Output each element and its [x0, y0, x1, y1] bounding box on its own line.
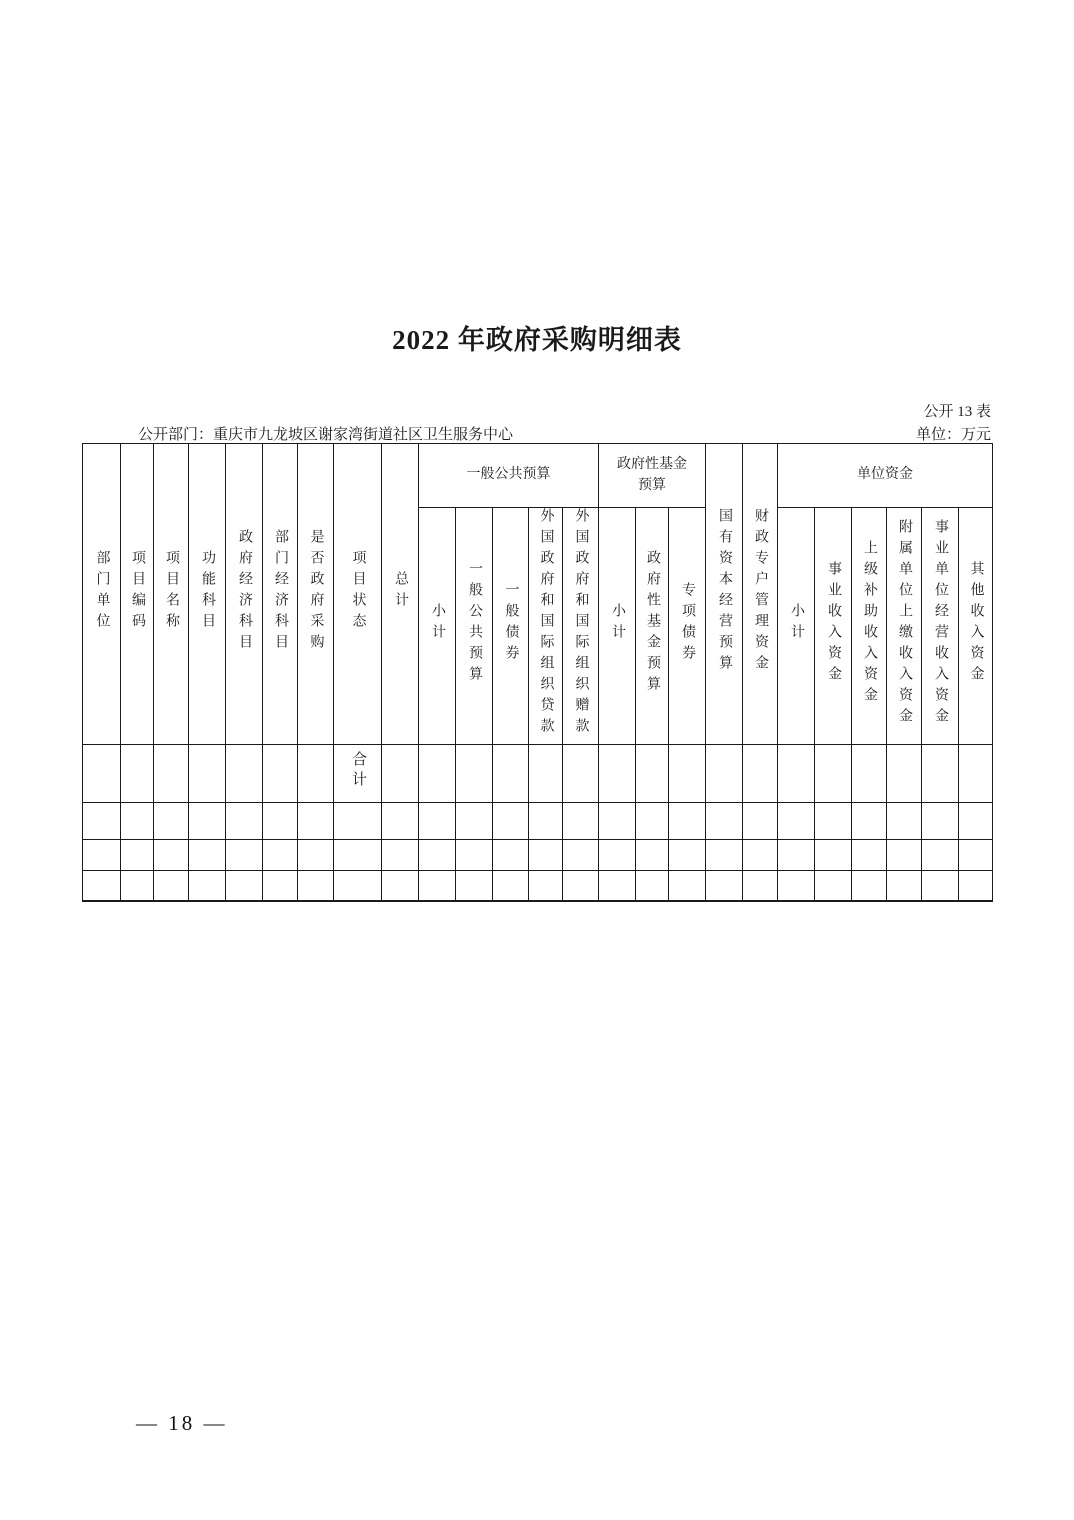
empty-cell [636, 840, 669, 871]
empty-cell [563, 745, 599, 803]
header-gov-economic-subject [226, 444, 263, 745]
header-state-capital-budget [706, 444, 743, 745]
empty-cell [493, 745, 529, 803]
header-gpb-foreign-grants-label: 外国政府和国际组织赠款 [573, 508, 589, 739]
empty-cell [493, 871, 529, 901]
empty-cell [887, 745, 922, 803]
empty-cell [599, 871, 636, 901]
empty-cell [189, 803, 226, 840]
table-row [83, 871, 993, 901]
header-project-name [154, 444, 189, 745]
total-row-label: 合计 [350, 751, 366, 791]
header-project-code [121, 444, 154, 745]
header-dept-economic-subject-label: 部门经济科目 [273, 528, 288, 655]
empty-cell [563, 840, 599, 871]
empty-cell [743, 745, 778, 803]
sheet-number-label: 公开 13 表 [923, 404, 991, 420]
empty-cell [599, 803, 636, 840]
document-title: 2022 年政府采购明细表 [392, 325, 682, 355]
empty-cell [263, 803, 298, 840]
empty-cell [922, 840, 959, 871]
empty-cell [743, 871, 778, 901]
empty-cell [852, 840, 887, 871]
empty-cell [706, 871, 743, 901]
empty-cell [121, 803, 154, 840]
empty-cell [334, 803, 382, 840]
empty-cell [959, 871, 993, 901]
empty-cell [815, 745, 852, 803]
empty-cell [493, 803, 529, 840]
header-is-gov-procurement [298, 444, 334, 745]
header-gfb-gov-fund [636, 508, 669, 745]
header-uf-affiliated-remit [887, 508, 922, 745]
empty-cell [419, 803, 456, 840]
empty-cell [334, 840, 382, 871]
header-group-row [83, 444, 993, 508]
empty-cell [83, 803, 121, 840]
empty-cell [706, 840, 743, 871]
publishing-department-label: 公开部门：重庆市九龙坡区谢家湾街道社区卫生服务中心 [138, 427, 514, 443]
header-uf-career-income [815, 508, 852, 745]
header-gfb-gov-fund-label: 政府性基金预算 [645, 550, 660, 697]
total-row-label-cell [334, 745, 382, 803]
empty-cell [529, 840, 563, 871]
page-number: — 18 — [136, 1411, 228, 1435]
header-gpb-foreign-grants [563, 508, 599, 745]
header-project-code-label: 项目编码 [130, 549, 145, 634]
header-fiscal-special-account [743, 444, 778, 745]
empty-cell [189, 745, 226, 803]
empty-cell [121, 745, 154, 803]
empty-cell [743, 803, 778, 840]
header-dept-economic-subject [263, 444, 298, 745]
header-project-status [334, 444, 382, 745]
empty-cell [189, 840, 226, 871]
header-gpb-subtotal [419, 508, 456, 745]
header-uf-subtotal [778, 508, 815, 745]
empty-cell [456, 871, 493, 901]
empty-cell [226, 745, 263, 803]
header-uf-superior-subsidy [852, 508, 887, 745]
empty-cell [887, 871, 922, 901]
header-gov-economic-subject-label: 政府经济科目 [237, 528, 252, 655]
empty-cell [154, 871, 189, 901]
empty-cell [563, 803, 599, 840]
empty-cell [382, 745, 419, 803]
empty-cell [922, 745, 959, 803]
empty-cell [334, 871, 382, 901]
header-gpb-foreign-loans [529, 508, 563, 745]
empty-cell [959, 745, 993, 803]
empty-cell [226, 840, 263, 871]
header-fiscal-special-account-label: 财政专户管理资金 [753, 507, 768, 676]
header-group-gov-fund-budget-label: 政府性基金预算 [617, 457, 687, 493]
empty-cell [298, 803, 334, 840]
empty-cell [382, 803, 419, 840]
header-gpb-general-bonds-label: 一般债券 [503, 581, 519, 666]
empty-cell [382, 871, 419, 901]
header-uf-superior-subsidy-label: 上级补助收入资金 [862, 539, 877, 708]
header-project-status-label: 项目状态 [350, 549, 366, 634]
empty-cell [887, 840, 922, 871]
empty-cell [922, 871, 959, 901]
empty-cell [419, 871, 456, 901]
empty-cell [669, 840, 706, 871]
empty-cell [529, 871, 563, 901]
header-uf-operating-income [922, 508, 959, 745]
empty-cell [456, 840, 493, 871]
header-uf-other-income-label: 其他收入资金 [968, 560, 984, 687]
empty-cell [669, 803, 706, 840]
empty-cell [456, 745, 493, 803]
empty-cell [959, 840, 993, 871]
empty-cell [529, 745, 563, 803]
empty-cell [263, 840, 298, 871]
header-functional-subject [189, 444, 226, 745]
empty-cell [382, 840, 419, 871]
empty-cell [226, 803, 263, 840]
header-gfb-subtotal [599, 508, 636, 745]
header-grand-total [382, 444, 419, 745]
empty-cell [599, 840, 636, 871]
empty-cell [121, 840, 154, 871]
empty-cell [154, 745, 189, 803]
empty-cell [419, 840, 456, 871]
empty-cell [456, 803, 493, 840]
header-project-name-label: 项目名称 [164, 549, 179, 634]
header-dept-unit [83, 444, 121, 745]
empty-cell [852, 745, 887, 803]
empty-cell [852, 871, 887, 901]
empty-cell [959, 803, 993, 840]
empty-cell [778, 803, 815, 840]
header-gpb-general-bonds [493, 508, 529, 745]
empty-cell [815, 871, 852, 901]
header-gpb-foreign-loans-label: 外国政府和国际组织贷款 [538, 508, 554, 739]
empty-cell [636, 871, 669, 901]
empty-cell [636, 803, 669, 840]
header-gfb-special-bonds [669, 508, 706, 745]
empty-cell [226, 871, 263, 901]
table-row [83, 840, 993, 871]
empty-cell [298, 745, 334, 803]
empty-cell [815, 840, 852, 871]
header-is-gov-procurement-label: 是否政府采购 [308, 528, 324, 655]
header-group-gov-fund-budget [599, 444, 706, 508]
empty-cell [636, 745, 669, 803]
header-uf-career-income-label: 事业收入资金 [826, 560, 841, 687]
empty-cell [922, 803, 959, 840]
header-group-unit-funds: 单位资金 [778, 444, 993, 508]
empty-cell [419, 745, 456, 803]
empty-cell [706, 803, 743, 840]
table-row-total [83, 745, 993, 803]
procurement-detail-table [82, 443, 993, 902]
empty-cell [154, 840, 189, 871]
empty-cell [83, 840, 121, 871]
header-grand-total-label: 总计 [393, 570, 408, 613]
empty-cell [815, 803, 852, 840]
header-dept-unit-label: 部门单位 [94, 549, 110, 634]
header-gpb-general-public-label: 一般公共预算 [467, 560, 482, 687]
empty-cell [189, 871, 226, 901]
header-uf-other-income [959, 508, 993, 745]
header-gpb-general-public [456, 508, 493, 745]
empty-cell [599, 745, 636, 803]
empty-cell [706, 745, 743, 803]
empty-cell [298, 840, 334, 871]
empty-cell [83, 745, 121, 803]
header-gpb-subtotal-label: 小计 [430, 602, 445, 645]
header-state-capital-budget-label: 国有资本经营预算 [717, 507, 732, 676]
empty-cell [263, 871, 298, 901]
meta-row [82, 423, 991, 444]
empty-cell [743, 840, 778, 871]
empty-cell [669, 871, 706, 901]
empty-cell [529, 803, 563, 840]
empty-cell [887, 803, 922, 840]
table-row [83, 803, 993, 840]
header-group-general-public-budget: 一般公共预算 [419, 444, 599, 508]
empty-cell [669, 745, 706, 803]
empty-cell [852, 803, 887, 840]
header-gfb-special-bonds-label: 专项债券 [680, 581, 695, 666]
header-gfb-subtotal-label: 小计 [610, 602, 625, 645]
header-functional-subject-label: 功能科目 [200, 549, 215, 634]
empty-cell [778, 840, 815, 871]
empty-cell [83, 871, 121, 901]
empty-cell [778, 871, 815, 901]
empty-cell [778, 745, 815, 803]
empty-cell [263, 745, 298, 803]
empty-cell [563, 871, 599, 901]
header-uf-operating-income-label: 事业单位经营收入资金 [933, 518, 948, 729]
empty-cell [298, 871, 334, 901]
empty-cell [121, 871, 154, 901]
header-uf-affiliated-remit-label: 附属单位上缴收入资金 [897, 518, 912, 729]
header-uf-subtotal-label: 小计 [789, 602, 804, 645]
empty-cell [493, 840, 529, 871]
empty-cell [154, 803, 189, 840]
unit-label: 单位：万元 [915, 427, 991, 443]
